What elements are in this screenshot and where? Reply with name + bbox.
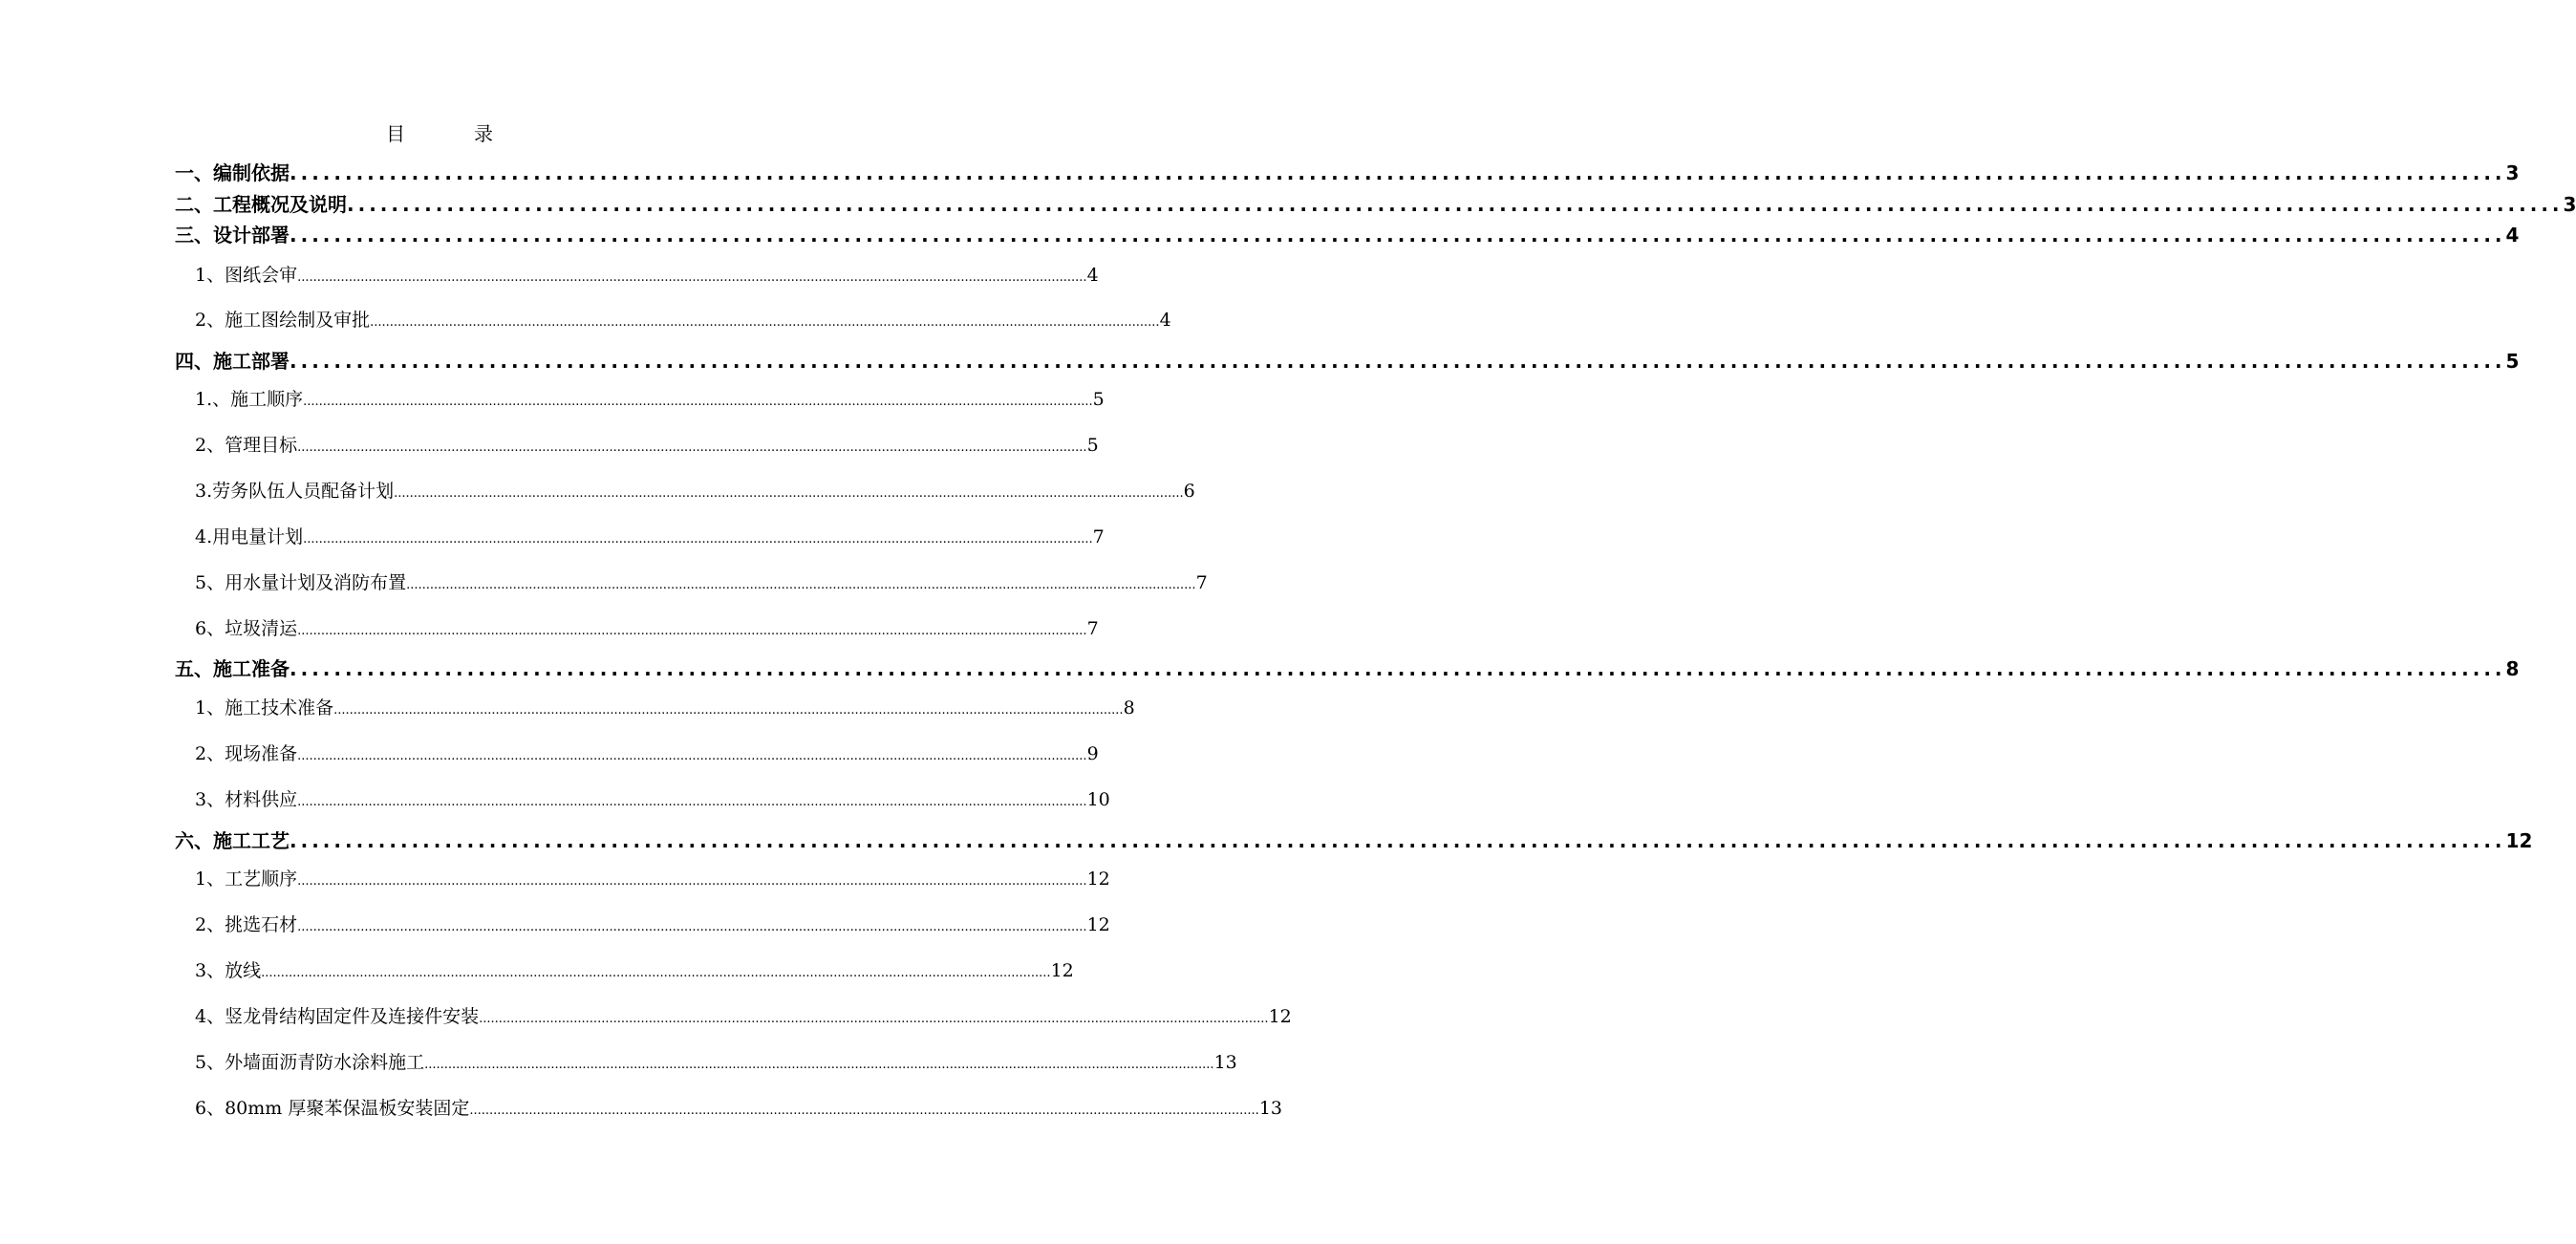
toc-leader-dots: ........................................................................................................................................................................................................ [333, 703, 1124, 718]
toc-entry-label: 2、管理目标 [195, 435, 298, 456]
toc-subsection-entry[interactable] [195, 386, 1105, 413]
toc-subsection-entry[interactable] [195, 1095, 1282, 1122]
toc-leader-dots: ........................................................................................................................................................................................................ [290, 161, 2506, 184]
toc-leader-dots: ........................................................................................................................................................................................................ [479, 1012, 1269, 1026]
toc-entry-page-number: 10 [1086, 789, 1110, 810]
toc-leader-dots: ........................................................................................................................................................................................................ [424, 1058, 1214, 1072]
toc-entry-page-number: 12 [1086, 869, 1110, 890]
toc-entry-label: 三、设计部署 [175, 224, 290, 247]
toc-entry-page-number: 12 [1050, 960, 1074, 981]
toc-entry-page-number: 7 [1092, 526, 1105, 547]
toc-leader-dots: ........................................................................................................................................................................................................ [297, 440, 1087, 455]
toc-subsection-entry[interactable] [195, 912, 1110, 938]
toc-entry-label: 3.劳务队伍人员配备计划 [195, 481, 395, 502]
toc-leader-dots: ........................................................................................................................................................................................................ [261, 966, 1051, 980]
toc-title-char: 录 [474, 122, 493, 145]
toc-entry-page-number: 12 [1268, 1006, 1292, 1027]
toc-leader-dots: ........................................................................................................................................................................................................ [297, 920, 1087, 934]
toc-leader-dots: ........................................................................................................................................................................................................ [290, 657, 2506, 680]
toc-subsection-entry[interactable] [195, 866, 1110, 892]
toc-entry-page-number: 12 [1086, 914, 1110, 935]
toc-entry-page-number: 7 [1086, 618, 1099, 639]
toc-leader-dots: ........................................................................................................................................................................................................ [406, 578, 1196, 592]
toc-subsection-entry[interactable] [195, 1049, 1237, 1076]
toc-entry-page-number: 4 [1086, 265, 1099, 286]
toc-entry-page-number: 6 [1183, 481, 1195, 502]
toc-entry-label: 四、施工部署 [175, 350, 290, 373]
toc-entry-label: 2、现场准备 [195, 743, 298, 764]
toc-entry-label: 5、用水量计划及消防布置 [195, 572, 407, 593]
toc-leader-dots: ........................................................................................................................................................................................................ [290, 829, 2506, 852]
toc-entry-page-number: 8 [1123, 697, 1135, 719]
toc-section-entry[interactable] [175, 348, 2520, 375]
toc-entry-page-number: 3 [2563, 193, 2576, 216]
toc-entry-label: 1、施工技术准备 [195, 697, 334, 719]
toc-entry-label: 1、工艺顺序 [195, 869, 298, 890]
toc-entry-page-number: 9 [1086, 743, 1099, 764]
toc-entry-page-number: 5 [2505, 350, 2520, 373]
toc-subsection-entry[interactable] [195, 1003, 1292, 1030]
toc-leader-dots: ........................................................................................................................................................................................................ [297, 874, 1087, 889]
toc-leader-dots: ........................................................................................................................................................................................................ [297, 270, 1087, 285]
toc-subsection-entry[interactable] [195, 524, 1105, 550]
toc-entry-label: 一、编制依据 [175, 161, 290, 184]
toc-entry-label: 4、竖龙骨结构固定件及连接件安装 [195, 1006, 480, 1027]
toc-title [0, 118, 879, 146]
toc-leader-dots: ........................................................................................................................................................................................................ [347, 193, 2564, 216]
toc-subsection-entry[interactable] [195, 262, 1099, 289]
toc-leader-dots: ........................................................................................................................................................................................................ [297, 795, 1087, 809]
toc-subsection-entry[interactable] [195, 695, 1135, 721]
toc-section-entry[interactable] [175, 827, 2533, 854]
toc-subsection-entry[interactable] [195, 615, 1099, 642]
toc-entry-page-number: 13 [1258, 1098, 1282, 1119]
toc-entry-label: 1、图纸会审 [195, 265, 298, 286]
toc-subsection-entry[interactable] [195, 957, 1074, 984]
toc-leader-dots: ........................................................................................................................................................................................................ [290, 224, 2506, 247]
toc-entry-label: 2、施工图绘制及审批 [195, 310, 371, 331]
toc-entry-label: 二、工程概况及说明 [175, 193, 347, 216]
toc-entry-label: 3、材料供应 [195, 789, 298, 810]
toc-entry-label: 1.、施工顺序 [195, 389, 304, 410]
toc-entry-page-number: 13 [1213, 1052, 1237, 1073]
toc-subsection-entry[interactable] [195, 786, 1110, 813]
toc-section-entry[interactable] [175, 191, 2576, 218]
toc-subsection-entry[interactable] [195, 740, 1099, 767]
toc-entry-label: 六、施工工艺 [175, 829, 290, 852]
toc-leader-dots: ........................................................................................................................................................................................................ [297, 749, 1087, 763]
toc-subsection-entry[interactable] [195, 569, 1208, 596]
toc-entry-label: 3、放线 [195, 960, 262, 981]
toc-leader-dots: ........................................................................................................................................................................................................ [370, 315, 1160, 330]
toc-section-entry[interactable] [175, 222, 2520, 248]
toc-entry-label: 4.用电量计划 [195, 526, 304, 547]
toc-entry-page-number: 4 [1159, 310, 1171, 331]
toc-subsection-entry[interactable] [195, 307, 1171, 333]
toc-entry-page-number: 7 [1195, 572, 1208, 593]
toc-title-char: 目 [386, 122, 405, 145]
toc-leader-dots: ........................................................................................................................................................................................................ [394, 486, 1184, 501]
toc-entry-page-number: 5 [1086, 435, 1099, 456]
toc-leader-dots: ........................................................................................................................................................................................................ [303, 395, 1093, 409]
toc-entry-page-number: 12 [2505, 829, 2533, 852]
toc-leader-dots: ........................................................................................................................................................................................................ [297, 624, 1087, 638]
toc-entry-label: 6、垃圾清运 [195, 618, 298, 639]
toc-section-entry[interactable] [175, 655, 2520, 682]
toc-entry-label: 5、外墙面沥青防水涂料施工 [195, 1052, 425, 1073]
toc-entry-label: 6、80mm 厚聚苯保温板安装固定 [195, 1098, 470, 1119]
toc-entry-page-number: 3 [2505, 161, 2520, 184]
toc-subsection-entry[interactable] [195, 432, 1099, 459]
toc-entry-page-number: 4 [2505, 224, 2520, 247]
toc-subsection-entry[interactable] [195, 478, 1195, 504]
toc-section-entry[interactable] [175, 160, 2520, 186]
toc-entry-page-number: 8 [2505, 657, 2520, 680]
toc-entry-label: 2、挑选石材 [195, 914, 298, 935]
toc-entry-label: 五、施工准备 [175, 657, 290, 680]
toc-leader-dots: ........................................................................................................................................................................................................ [469, 1104, 1259, 1118]
toc-leader-dots: ........................................................................................................................................................................................................ [290, 350, 2506, 373]
toc-entry-page-number: 5 [1092, 389, 1105, 410]
toc-leader-dots: ........................................................................................................................................................................................................ [303, 532, 1093, 547]
